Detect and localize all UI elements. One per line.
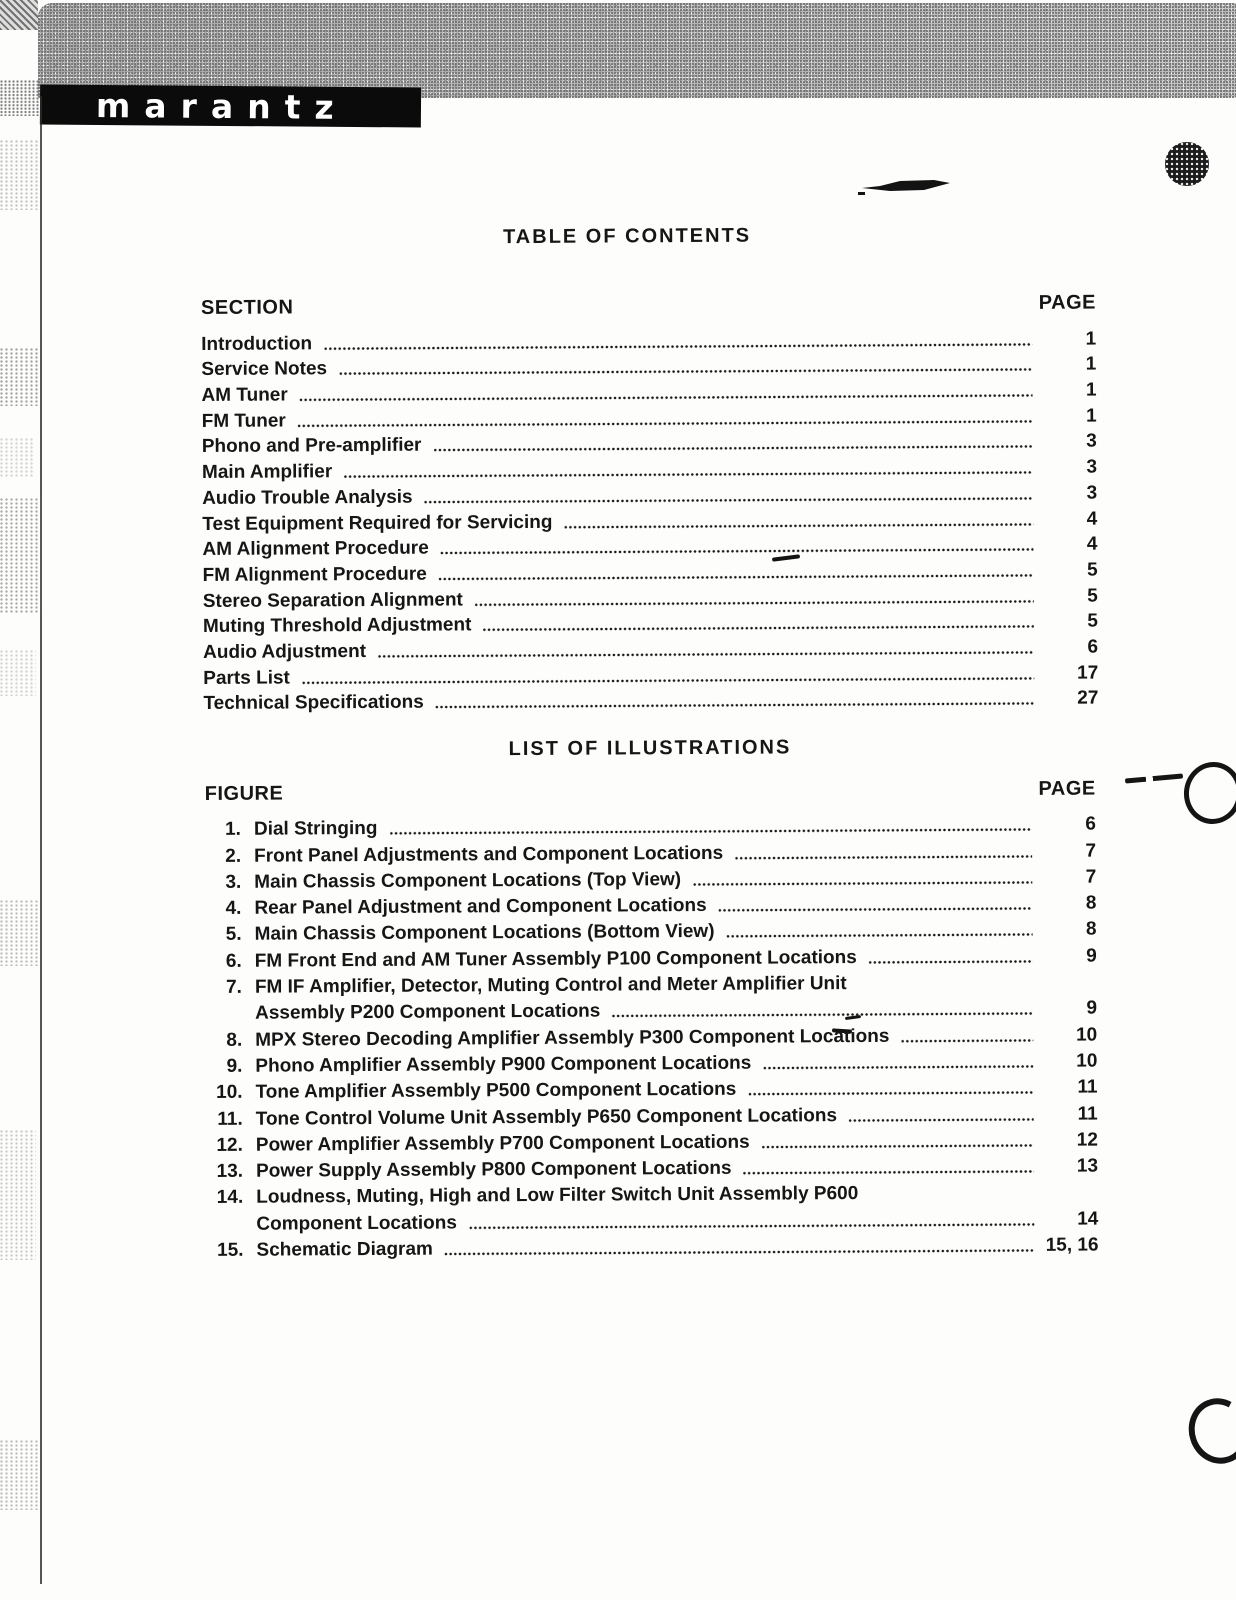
- entry-label: Main Chassis Component Locations (Bottom View): [254, 921, 715, 946]
- entry-label: MPX Stereo Decoding Amplifier Assembly P300 Component Locations: [255, 1025, 890, 1051]
- figure-number: 15.: [217, 1239, 244, 1261]
- dot-leader: [302, 677, 1034, 684]
- figure-number: 2.: [225, 845, 242, 867]
- scan-noise-patch: [0, 498, 41, 614]
- toc-section-header: SECTION: [200, 296, 294, 320]
- figure-number: 3.: [225, 871, 242, 893]
- dot-leader: [483, 625, 1034, 631]
- entry-label: Audio Trouble Analysis: [202, 486, 413, 509]
- table-of-contents: [201, 223, 1099, 718]
- page-number: 4: [1086, 533, 1098, 555]
- page-number: 4: [1086, 508, 1098, 530]
- page-number: 6: [1087, 636, 1099, 658]
- entry-label: Parts List: [203, 667, 290, 689]
- page-number: 8: [1085, 892, 1097, 914]
- dot-leader: [389, 828, 1032, 835]
- pen-arrow-smudge: [858, 170, 958, 198]
- figure-number: 1.: [225, 819, 242, 841]
- page-number: 7: [1085, 866, 1097, 888]
- page-number: 10: [1076, 1024, 1098, 1046]
- scan-noise-patch: [0, 140, 38, 210]
- figure-number: 8.: [226, 1029, 243, 1051]
- dot-leader: [339, 368, 1032, 375]
- pen-dash-mark: [1125, 773, 1183, 783]
- entry-label: Component Locations: [256, 1212, 457, 1235]
- page-number: 1: [1085, 353, 1097, 375]
- page-number: 9: [1086, 945, 1097, 967]
- figure-number: 9.: [226, 1055, 243, 1077]
- page-number: 7: [1085, 840, 1097, 862]
- page-number: 14: [1077, 1208, 1099, 1230]
- entry-label: Stereo Separation Alignment: [202, 588, 463, 612]
- scan-noise-patch: [0, 650, 36, 696]
- toc-title: TABLE OF CONTENTS: [502, 224, 752, 249]
- illustration-entries: [205, 812, 1099, 1264]
- dot-leader: [719, 907, 1033, 912]
- dot-leader: [869, 960, 1033, 964]
- c-stamp-mark: [1180, 1390, 1236, 1471]
- figure-number: 10.: [216, 1082, 243, 1104]
- page-number: 13: [1076, 1155, 1099, 1177]
- dot-leader: [735, 855, 1032, 860]
- entry-label: Assembly P200 Component Locations: [255, 1000, 601, 1025]
- page-number: 3: [1086, 430, 1097, 453]
- entry-label: FM Front End and AM Tuner Assembly P100 Component Locations: [254, 946, 857, 972]
- figure-number: 7.: [225, 976, 242, 998]
- dot-leader: [901, 1039, 1033, 1043]
- entry-label: Loudness, Muting, High and Low Filter Switch Unit Assembly P600: [256, 1183, 859, 1209]
- entry-label: Power Supply Assembly P800 Component Locations: [255, 1157, 732, 1182]
- entry-label: Tone Amplifier Assembly P500 Component Locations: [255, 1079, 737, 1103]
- figure-header: FIGURE: [204, 782, 284, 806]
- dot-leader: [298, 420, 1033, 427]
- page-number: 1: [1085, 328, 1097, 350]
- figure-number: 12.: [216, 1134, 243, 1156]
- figure-number: 5.: [225, 924, 242, 946]
- dot-leader: [744, 1170, 1035, 1175]
- entry-label: Introduction: [201, 333, 313, 355]
- entry-label: Phono and Pre-amplifier: [201, 435, 422, 458]
- page-number: 27: [1077, 687, 1099, 709]
- entry-label: FM Alignment Procedure: [202, 563, 427, 586]
- dot-leader: [469, 1223, 1034, 1229]
- scan-noise-patch: [0, 80, 40, 116]
- entry-label: Main Chassis Component Locations (Top View): [254, 868, 682, 893]
- entry-label: Schematic Diagram: [256, 1238, 433, 1261]
- dot-leader: [324, 343, 1032, 350]
- dot-leader: [727, 933, 1033, 938]
- scan-noise-patch: [0, 900, 38, 966]
- scan-noise-patch: [0, 1130, 36, 1260]
- entry-label: Dial Stringing: [253, 818, 378, 841]
- entry-label: FM Tuner: [201, 410, 286, 432]
- dot-leader: [762, 1144, 1034, 1149]
- dot-leader: [439, 574, 1034, 581]
- page-number: 3: [1086, 456, 1098, 478]
- page-number: 17: [1077, 662, 1099, 684]
- dot-leader: [436, 702, 1035, 709]
- figure-row: [207, 1232, 1098, 1264]
- hole-punch-mark: [1165, 142, 1209, 186]
- dot-leader: [849, 1118, 1034, 1122]
- dot-leader: [433, 445, 1032, 452]
- scan-noise-patch: [0, 348, 40, 406]
- figure-number: 11.: [217, 1108, 243, 1130]
- entry-label: Rear Panel Adjustment and Component Locations: [254, 895, 707, 919]
- dot-leader: [564, 522, 1033, 528]
- marantz-logo: marantz: [95, 85, 348, 127]
- figure-number: 14.: [216, 1187, 244, 1209]
- toc-entries: [201, 327, 1098, 718]
- list-of-illustrations: [204, 735, 1098, 1264]
- entry-label: FM IF Amplifier, Detector, Muting Control and Meter Amplifier Unit: [254, 973, 847, 998]
- dot-leader: [612, 1012, 1033, 1018]
- page-number: 8: [1085, 919, 1097, 941]
- figure-number: 6.: [225, 950, 242, 972]
- page-number: 5: [1087, 585, 1098, 607]
- entry-label: AM Tuner: [201, 384, 288, 407]
- illustrations-title: LIST OF ILLUSTRATIONS: [508, 736, 792, 761]
- entry-label: Audio Adjustment: [203, 640, 367, 663]
- entry-label: Technical Specifications: [203, 691, 424, 715]
- entry-label: Phono Amplifier Assembly P900 Component Locations: [255, 1052, 752, 1077]
- page-number: 5: [1087, 610, 1098, 632]
- scan-corner-hatch: [0, 0, 38, 30]
- dot-leader: [748, 1091, 1033, 1096]
- entry-label: Main Amplifier: [201, 461, 333, 484]
- page-number: 6: [1085, 813, 1096, 835]
- dot-leader: [425, 497, 1034, 504]
- page-number: 11: [1077, 1103, 1098, 1125]
- toc-page-header: PAGE: [1038, 291, 1097, 314]
- entry-label: Test Equipment Required for Servicing: [202, 511, 553, 535]
- illustrations-page-header: PAGE: [1038, 777, 1096, 800]
- entry-label: Tone Control Volume Unit Assembly P650 Component Locations: [255, 1104, 838, 1130]
- page-edge-line: [40, 96, 42, 1584]
- entry-label: AM Alignment Procedure: [202, 537, 429, 561]
- scan-noise-patch: [0, 438, 34, 478]
- dot-leader: [445, 1249, 1035, 1256]
- page-number: 11: [1077, 1076, 1098, 1098]
- page-number: 12: [1076, 1129, 1098, 1151]
- figure-number: 4.: [225, 897, 242, 920]
- dot-leader: [693, 881, 1032, 886]
- dot-leader: [378, 651, 1034, 658]
- dot-leader: [441, 548, 1034, 555]
- figure-number: 13.: [216, 1160, 244, 1183]
- halftone-band: [38, 3, 1236, 98]
- dot-leader: [763, 1065, 1033, 1070]
- ring-stamp-mark: [1180, 758, 1236, 827]
- page-number: 15, 16: [1045, 1234, 1099, 1256]
- entry-label: Muting Threshold Adjustment: [202, 614, 472, 638]
- page-number: 9: [1086, 997, 1098, 1019]
- page-number: 1: [1085, 379, 1097, 401]
- page-number: 3: [1086, 482, 1098, 504]
- dot-leader: [344, 471, 1033, 478]
- toc-row: [203, 686, 1098, 717]
- dot-leader: [300, 394, 1033, 401]
- page-number: 1: [1086, 405, 1097, 427]
- entry-label: Power Amplifier Assembly P700 Component Locations: [255, 1131, 750, 1156]
- scan-noise-patch: [0, 1440, 38, 1510]
- dot-leader: [475, 599, 1034, 605]
- page-number: 5: [1086, 559, 1098, 581]
- entry-label: Front Panel Adjustments and Component Locations: [254, 842, 724, 867]
- marantz-logo-bar: [40, 85, 421, 128]
- entry-label: Service Notes: [201, 358, 328, 381]
- page-number: 10: [1076, 1050, 1098, 1072]
